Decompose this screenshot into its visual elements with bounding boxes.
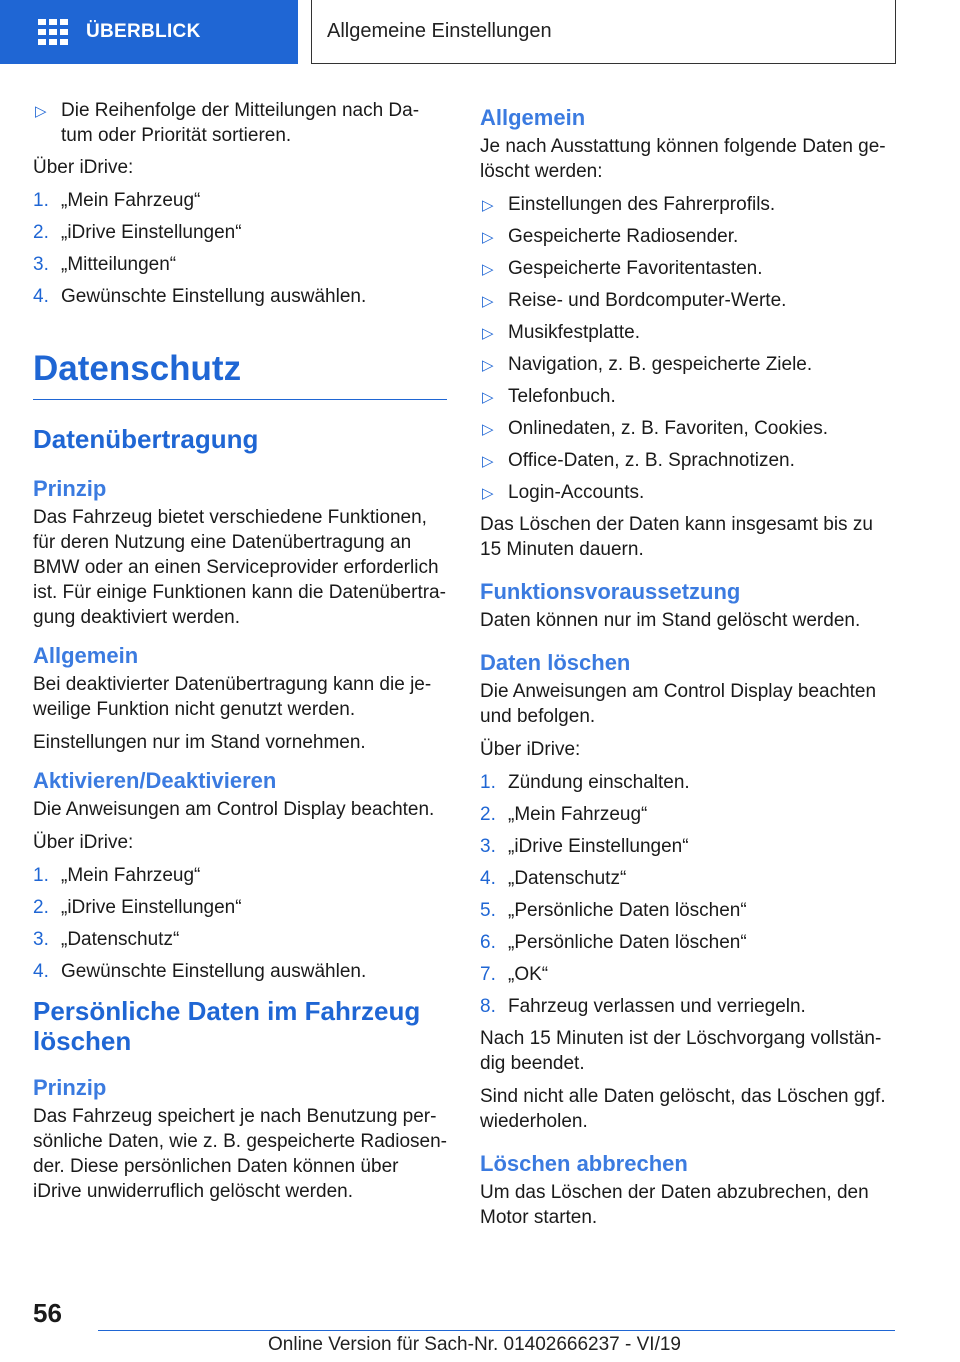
triangle-right-outline-icon: ▷ <box>482 453 494 470</box>
list-item: 2. „Mein Fahrzeug“ <box>480 804 648 825</box>
subsection-title: Datenübertragung <box>33 424 259 454</box>
paragraph: Das Löschen der Daten kann insgesamt bis zu 15 Minuten dauern. <box>480 514 873 560</box>
overview-tab-label: ÜBERBLICK <box>86 21 201 42</box>
heading-allgemein: Allgemein <box>480 105 586 130</box>
paragraph: Die Anweisungen am Control Display beachten. <box>33 799 435 820</box>
heading-prinzip: Prinzip <box>33 476 107 501</box>
right-column <box>480 98 895 1238</box>
triangle-right-outline-icon: ▷ <box>482 357 494 374</box>
paragraph: Das Fahrzeug speichert je nach Benutzung per-sönliche Daten, wie z. B. gespeicherte Radiosen-der. Diese persönlichen Daten können über iDrive unwiderruflich gelöscht werden. <box>33 1106 448 1202</box>
idrive-label: Über iDrive: <box>33 157 134 178</box>
paragraph: Die Anweisungen am Control Display beachten und befolgen. <box>480 681 877 727</box>
left-column <box>33 98 447 1212</box>
overview-tab[interactable] <box>0 0 298 64</box>
intro-bullet-list <box>33 98 447 148</box>
section-header-title: Allgemeine Einstellungen <box>327 20 552 42</box>
idrive-label: Über iDrive: <box>33 832 134 853</box>
list-item: ▷ Einstellungen des Fahrerprofils. <box>480 192 895 217</box>
paragraph: Nach 15 Minuten ist der Löschvorgang vollstän-dig beendet. <box>480 1028 882 1074</box>
paragraph: Das Fahrzeug bietet verschiedene Funktionen, für deren Nutzung eine Datenübertragung an BMW oder an einen Serviceprovider erforderlich ist. Für einige Funktionen kann die Datenübertra-gung deaktiviert werden. <box>33 507 446 628</box>
list-item: 2. „iDrive Einstellungen“ <box>33 222 242 243</box>
section-title: Datenschutz <box>33 349 447 400</box>
list-item: 6. „Persönliche Daten löschen“ <box>480 932 747 953</box>
steps-list <box>33 188 447 309</box>
footer-divider <box>98 1330 895 1331</box>
grid-icon <box>38 19 68 45</box>
triangle-right-outline-icon: ▷ <box>482 293 494 310</box>
list-item: 7. „OK“ <box>480 964 549 985</box>
list-item: 4. Gewünschte Einstellung auswählen. <box>33 286 367 307</box>
list-item: ▷ Telefonbuch. <box>480 384 895 409</box>
list-item: ▷ Gespeicherte Radiosender. <box>480 224 895 249</box>
list-item: 4. „Datenschutz“ <box>480 868 627 889</box>
heading-allgemein: Allgemein <box>33 643 139 668</box>
list-item: ▷ Onlinedaten, z. B. Favoriten, Cookies. <box>480 416 895 441</box>
section-header <box>311 0 896 64</box>
triangle-right-outline-icon: ▷ <box>482 485 494 502</box>
list-item: 3. „Mitteilungen“ <box>33 254 177 275</box>
heading-aktivieren: Aktivieren/Deaktivieren <box>33 768 277 793</box>
triangle-right-outline-icon: ▷ <box>482 229 494 246</box>
list-item: 4. Gewünschte Einstellung auswählen. <box>33 961 367 982</box>
list-item: 8. Fahrzeug verlassen und verriegeln. <box>480 996 806 1017</box>
list-item: ▷ Die Reihenfolge der Mitteilungen nach Da-tum oder Priorität sortieren. <box>35 100 420 146</box>
steps-list <box>33 863 447 984</box>
list-item: 3. „Datenschutz“ <box>33 929 180 950</box>
list-item: ▷ Login-Accounts. <box>480 480 895 505</box>
list-item: 3. „iDrive Einstellungen“ <box>480 836 689 857</box>
data-bullet-list <box>480 192 895 505</box>
list-item: 1. „Mein Fahrzeug“ <box>33 865 201 886</box>
paragraph: Daten können nur im Stand gelöscht werden. <box>480 610 861 631</box>
heading-prinzip: Prinzip <box>33 1075 107 1100</box>
triangle-right-outline-icon: ▷ <box>482 197 494 214</box>
triangle-right-outline-icon: ▷ <box>482 389 494 406</box>
list-item: ▷ Gespeicherte Favoritentasten. <box>480 256 895 281</box>
list-item: 1. Zündung einschalten. <box>480 772 690 793</box>
subsection-title: Persönliche Daten im Fahrzeug löschen <box>33 996 421 1056</box>
paragraph: Bei deaktivierter Datenübertragung kann die je-weilige Funktion nicht genutzt werden. <box>33 674 432 720</box>
paragraph: Sind nicht alle Daten gelöscht, das Löschen ggf. wiederholen. <box>480 1086 886 1132</box>
list-item: 1. „Mein Fahrzeug“ <box>33 190 201 211</box>
list-item: ▷ Musikfestplatte. <box>480 320 895 345</box>
footer-online-version: Online Version für Sach-Nr. 01402666237 - VI/19 <box>268 1334 681 1355</box>
list-item: ▷ Navigation, z. B. gespeicherte Ziele. <box>480 352 895 377</box>
page-number: 56 <box>33 1298 62 1328</box>
heading-daten-loeschen: Daten löschen <box>480 650 631 675</box>
triangle-right-outline-icon: ▷ <box>482 421 494 438</box>
heading-funktionsvoraussetzung: Funktionsvoraussetzung <box>480 579 741 604</box>
paragraph: Je nach Ausstattung können folgende Daten ge-löscht werden: <box>480 136 886 182</box>
list-item: 2. „iDrive Einstellungen“ <box>33 897 242 918</box>
list-item: 5. „Persönliche Daten löschen“ <box>480 900 747 921</box>
list-item: ▷ Office-Daten, z. B. Sprachnotizen. <box>480 448 895 473</box>
heading-loeschen-abbrechen: Löschen abbrechen <box>480 1151 688 1176</box>
list-item: ▷ Reise- und Bordcomputer-Werte. <box>480 288 895 313</box>
triangle-right-outline-icon: ▷ <box>482 325 494 342</box>
paragraph: Um das Löschen der Daten abzubrechen, den Motor starten. <box>480 1182 869 1228</box>
paragraph: Einstellungen nur im Stand vornehmen. <box>33 732 366 753</box>
triangle-right-outline-icon: ▷ <box>482 261 494 278</box>
steps-list <box>480 770 895 1019</box>
idrive-label: Über iDrive: <box>480 739 581 760</box>
triangle-right-outline-icon: ▷ <box>35 103 47 120</box>
